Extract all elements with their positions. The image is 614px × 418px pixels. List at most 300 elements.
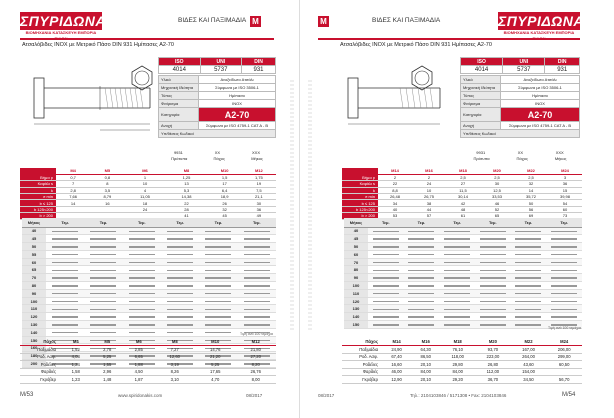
price-cell: 154,00 xyxy=(511,368,547,376)
qty-cell xyxy=(84,282,122,290)
qty-cell xyxy=(368,305,404,313)
price-cell: 112,00 xyxy=(475,368,511,376)
price-header-cell: M5 xyxy=(92,338,124,346)
dims-cell: 5,3 xyxy=(165,187,207,193)
dims-cell: 24 xyxy=(412,181,446,187)
qty-cell xyxy=(238,258,276,266)
dims-cell: 7,66 xyxy=(56,194,90,200)
dims-cell: 36 xyxy=(548,181,582,187)
dims-cell: 45 xyxy=(207,213,241,219)
dims-cell: 44 xyxy=(412,206,446,212)
length-cell: 90 xyxy=(22,289,46,297)
qty-header-cell: Τεμ. xyxy=(511,218,547,227)
qty-header-cell: Τεμ. xyxy=(546,218,582,227)
dims-cell: Βήμα p xyxy=(342,174,378,180)
side-strip xyxy=(308,80,312,330)
price-row xyxy=(342,376,582,384)
qty-cell xyxy=(84,250,122,258)
price-header-cell: M22 xyxy=(511,338,547,346)
spec-props: Υλικό Ανοξείδωτο Ατσάλι Μηχανική Ιδιότητα Σύμφωνα με ISO 3506-1 Τύπος Ημίπασο Φινίρισμα INOX Κατηγορία A2-70 Ανοχή Σύμφωνα με ISO 4759-1 CAT A - B Υπ/θέσεις Κωδικοί xyxy=(460,75,580,138)
qty-cell xyxy=(199,282,237,290)
divider xyxy=(20,38,274,40)
qty-cell xyxy=(404,227,440,235)
length-cell: 50 xyxy=(344,243,368,251)
qty-cell xyxy=(546,266,582,274)
length-cell: 110 xyxy=(344,289,368,297)
qty-cell xyxy=(199,250,237,258)
price-cell: 7,27 xyxy=(155,346,195,354)
qty-cell xyxy=(238,243,276,251)
qty-cell xyxy=(199,266,237,274)
dims-cell: 1,75 xyxy=(242,174,276,180)
qty-row xyxy=(344,258,582,266)
qty-row xyxy=(22,274,276,282)
qty-cell xyxy=(546,243,582,251)
price-cell: 26,80 xyxy=(475,361,511,369)
price-cell: 20,10 xyxy=(411,361,440,369)
price-cell: 1,24 xyxy=(60,361,92,369)
price-note: Τιμή ανά 100 τεμάχια xyxy=(548,326,581,330)
dims-cell: 15 xyxy=(548,187,582,193)
price-cell xyxy=(546,368,582,376)
dims-cell: e min xyxy=(20,194,56,200)
dims-cell: b > 200 xyxy=(20,213,56,219)
price-cell: 5,25 xyxy=(92,353,124,361)
price-cell: Παξιμάδια xyxy=(20,346,60,354)
page-right xyxy=(300,0,614,418)
price-cell: 2,85 xyxy=(123,346,155,354)
dims-cell: 26,48 xyxy=(378,194,412,200)
price-header-cell: M18 xyxy=(440,338,475,346)
price-cell: 223,00 xyxy=(475,353,511,361)
qty-cell xyxy=(368,227,404,235)
dims-cell: 2,5 xyxy=(480,174,514,180)
price-cell: 2,96 xyxy=(92,368,124,376)
qty-row xyxy=(22,313,276,321)
price-cell: Ροδ. Ασφ. xyxy=(342,353,382,361)
m-logo-icon: M xyxy=(318,16,329,27)
length-cell: 90 xyxy=(344,274,368,282)
qty-cell xyxy=(511,313,547,321)
qty-cell xyxy=(439,266,475,274)
length-cell: 40 xyxy=(344,227,368,235)
m-logo-icon: M xyxy=(250,16,261,27)
qty-cell xyxy=(546,227,582,235)
qty-header-cell: Τεμ. xyxy=(238,218,276,227)
qty-row xyxy=(344,297,582,305)
dims-cell: 65 xyxy=(480,213,514,219)
price-cell: 76,10 xyxy=(440,346,475,354)
qty-header xyxy=(22,218,276,227)
qty-cell xyxy=(123,235,161,243)
brand-name: ΣΠΥΡΙΔΩΝΑΚΗΣ xyxy=(498,13,614,29)
qty-row xyxy=(22,282,276,290)
qty-cell xyxy=(199,243,237,251)
qty-cell xyxy=(46,297,84,305)
price-cell: 1,87 xyxy=(123,376,155,384)
dims-cell: 42 xyxy=(446,200,480,206)
qty-cell xyxy=(238,305,276,313)
dims-cell: 73 xyxy=(548,213,582,219)
qty-cell xyxy=(161,235,199,243)
qty-cell xyxy=(511,258,547,266)
dims-cell: b 125<200 xyxy=(342,206,378,212)
length-cell: 160 xyxy=(22,344,46,352)
length-cell: 200 xyxy=(22,360,46,368)
qty-cell xyxy=(368,250,404,258)
qty-cell xyxy=(84,297,122,305)
length-cell: 60 xyxy=(22,258,46,266)
dims-cell: 30 xyxy=(242,200,276,206)
qty-row xyxy=(22,305,276,313)
dims-cell: 8 xyxy=(90,181,124,187)
dims-cell: 48 xyxy=(446,206,480,212)
subcodes: 9931 XX XXX xyxy=(173,150,261,155)
qty-cell xyxy=(46,243,84,251)
dims-cell: 24 xyxy=(125,206,166,212)
qty-cell xyxy=(439,313,475,321)
dims-cell: b > 200 xyxy=(342,213,378,219)
qty-row xyxy=(344,313,582,321)
qty-cell xyxy=(84,305,122,313)
length-cell: 180 xyxy=(22,352,46,360)
qty-cell xyxy=(46,328,84,336)
length-cell: 45 xyxy=(22,235,46,243)
din-head: DIN xyxy=(242,58,276,66)
qty-cell xyxy=(123,250,161,258)
dims-header-cell: M8 xyxy=(165,168,207,174)
qty-cell xyxy=(475,297,511,305)
dims-cell: 7,5 xyxy=(242,187,276,193)
qty-row xyxy=(344,243,582,251)
price-row xyxy=(20,353,276,361)
qty-cell xyxy=(475,258,511,266)
length-cell: 140 xyxy=(22,328,46,336)
price-header-cell: Πάχος xyxy=(342,338,382,346)
price-cell: 4,50 xyxy=(123,368,155,376)
dims-cell: Κεφάλι s xyxy=(20,181,56,187)
price-cell: 299,00 xyxy=(546,353,582,361)
qty-cell xyxy=(546,235,582,243)
qty-cell xyxy=(546,313,582,321)
price-row xyxy=(20,346,276,354)
price-header-cell: M12 xyxy=(235,338,276,346)
price-cell: 34,50 xyxy=(511,376,547,384)
price-header-cell: Πάχος xyxy=(20,338,60,346)
qty-cell xyxy=(238,297,276,305)
length-cell: 100 xyxy=(22,297,46,305)
qty-cell xyxy=(123,258,161,266)
price-cell: 26,76 xyxy=(235,368,276,376)
price-cell: 1,55 xyxy=(92,361,124,369)
qty-cell xyxy=(439,321,475,329)
dims-cell: 2 xyxy=(412,174,446,180)
dims-header-cell: Πάχος xyxy=(342,168,378,174)
qty-cell xyxy=(404,289,440,297)
qty-cell xyxy=(238,313,276,321)
subcodes-labels: Πρότυπα Πάχος Μήκος xyxy=(171,156,263,161)
price-cell: 118,00 xyxy=(440,353,475,361)
qty-cell xyxy=(84,235,122,243)
qty-cell xyxy=(368,289,404,297)
price-header xyxy=(20,338,276,346)
dims-cell: 3,5 xyxy=(90,187,124,193)
qty-cell xyxy=(439,289,475,297)
qty-row xyxy=(22,258,276,266)
qty-cell xyxy=(439,227,475,235)
qty-row xyxy=(22,321,276,329)
qty-cell xyxy=(161,282,199,290)
dims-cell: 10 xyxy=(412,187,446,193)
dims-cell: Βήμα p xyxy=(20,174,56,180)
qty-cell xyxy=(84,243,122,251)
qty-cell xyxy=(368,313,404,321)
dims-cell: 1,25 xyxy=(165,174,207,180)
brand-logo xyxy=(20,12,136,36)
qty-cell xyxy=(199,235,237,243)
qty-cell xyxy=(238,321,276,329)
qty-cell xyxy=(161,328,199,336)
qty-cell xyxy=(46,227,84,235)
iso-code: 4014 xyxy=(159,66,201,74)
qty-cell xyxy=(439,250,475,258)
price-cell: Φαρδιές xyxy=(342,368,382,376)
dims-cell: 1,5 xyxy=(207,174,241,180)
qty-row xyxy=(22,250,276,258)
dims-cell: 56 xyxy=(514,206,548,212)
qty-cell xyxy=(439,258,475,266)
price-cell: 8,00 xyxy=(235,376,276,384)
qty-cell xyxy=(439,297,475,305)
qty-cell xyxy=(546,297,582,305)
qty-header-cell: Τεμ. xyxy=(46,218,84,227)
qty-cell xyxy=(546,258,582,266)
qty-row xyxy=(22,297,276,305)
price-row xyxy=(20,368,276,376)
qty-header-cell: Τεμ. xyxy=(84,218,122,227)
dims-cell: 26,75 xyxy=(412,194,446,200)
qty-header-cell: Τεμ. xyxy=(161,218,199,227)
product-title: Ατσαλόβιδες INOX με Μετρικό Πάσο DIN 931 Ημίπασες A2-70 xyxy=(340,42,492,48)
qty-cell xyxy=(368,282,404,290)
length-cell: 140 xyxy=(344,313,368,321)
dims-header-cell: M5 xyxy=(90,168,124,174)
bolt-drawing xyxy=(20,58,160,138)
price-cell: 1,58 xyxy=(60,368,92,376)
dims-cell: 40 xyxy=(378,206,412,212)
dims-header-cell: M16 xyxy=(412,168,446,174)
qty-cell xyxy=(199,274,237,282)
price-cell: 4,08 xyxy=(60,353,92,361)
dims-cell: 2 xyxy=(378,174,412,180)
footer-date: 08/2017 xyxy=(246,393,263,398)
dims-cell: 14 xyxy=(56,200,90,206)
qty-cell xyxy=(475,250,511,258)
accessories-price-table xyxy=(20,338,276,384)
dims-cell: 2,5 xyxy=(514,174,548,180)
spec-props: Υλικό Ανοξείδωτο Ατσάλι Μηχανική Ιδιότητα Σύμφωνα με ISO 3506-1 Τύπος Ημίπασο Φινίρισμα INOX Κατηγορία A2-70 Ανοχή Σύμφωνα με ISO 4759-1 CAT A - B Υπ/θέσεις Κωδικοί xyxy=(158,75,276,138)
qty-row xyxy=(344,266,582,274)
subcodes-labels: Πρότυπα Πάχος Μήκος xyxy=(473,156,567,161)
qty-cell xyxy=(238,250,276,258)
qty-cell xyxy=(123,313,161,321)
qty-cell xyxy=(368,235,404,243)
dims-cell: k xyxy=(342,187,378,193)
subcodes: 9931 XX XXX xyxy=(476,150,564,155)
qty-cell xyxy=(123,243,161,251)
bolt-drawing xyxy=(340,58,460,138)
qty-cell xyxy=(511,282,547,290)
price-cell: 93,70 xyxy=(475,346,511,354)
length-cell: 120 xyxy=(344,297,368,305)
qty-cell xyxy=(199,227,237,235)
dims-cell: 41 xyxy=(165,213,207,219)
qty-cell xyxy=(123,274,161,282)
dims-cell: 11,05 xyxy=(125,194,166,200)
price-cell: 6,65 xyxy=(123,353,155,361)
qty-cell xyxy=(46,313,84,321)
category-value: A2-70 xyxy=(199,108,276,122)
price-row xyxy=(20,376,276,384)
qty-cell xyxy=(546,274,582,282)
qty-header-cell: Μήκος xyxy=(344,218,368,227)
qty-row xyxy=(344,274,582,282)
price-cell: Ροδ. Ασφ. xyxy=(20,353,60,361)
price-cell: 24,90 xyxy=(382,346,411,354)
dims-cell: 6,4 xyxy=(207,187,241,193)
length-cell: 65 xyxy=(22,266,46,274)
price-row xyxy=(20,361,276,369)
dims-cell: 3 xyxy=(548,174,582,180)
category-label: ΒΙΔΕΣ ΚΑΙ ΠΑΞΙΜΑΔΙΑ xyxy=(178,17,247,24)
qty-header xyxy=(344,218,582,227)
dims-cell: 30 xyxy=(480,181,514,187)
qty-cell xyxy=(475,235,511,243)
qty-cell xyxy=(123,266,161,274)
qty-cell xyxy=(84,266,122,274)
qty-cell xyxy=(475,274,511,282)
qty-row xyxy=(22,328,276,336)
dims-cell: 14,38 xyxy=(165,194,207,200)
qty-cell xyxy=(511,227,547,235)
qty-row xyxy=(344,250,582,258)
qty-cell xyxy=(439,243,475,251)
dims-cell: 50 xyxy=(514,200,548,206)
qty-cell xyxy=(161,227,199,235)
qty-cell xyxy=(238,282,276,290)
qty-cell xyxy=(511,266,547,274)
dims-cell: 52 xyxy=(480,206,514,212)
price-header-cell: M8 xyxy=(155,338,195,346)
qty-cell xyxy=(238,274,276,282)
price-cell: 46,00 xyxy=(382,368,411,376)
qty-cell xyxy=(404,250,440,258)
qty-cell xyxy=(439,235,475,243)
qty-cell xyxy=(404,297,440,305)
length-cell: 80 xyxy=(344,266,368,274)
qty-cell xyxy=(199,313,237,321)
qty-cell xyxy=(123,282,161,290)
length-cell: 100 xyxy=(344,282,368,290)
dims-header-cell: M18 xyxy=(446,168,480,174)
qty-cell xyxy=(84,289,122,297)
qty-cell xyxy=(475,243,511,251)
dims-cell: 49 xyxy=(242,213,276,219)
qty-cell xyxy=(123,305,161,313)
dims-cell: 0,7 xyxy=(56,174,90,180)
qty-cell xyxy=(161,313,199,321)
qty-cell xyxy=(475,282,511,290)
brand-logo xyxy=(498,12,614,36)
dims-cell: 60 xyxy=(548,206,582,212)
qty-cell xyxy=(238,266,276,274)
price-cell: 12,90 xyxy=(382,376,411,384)
dims-cell: 14 xyxy=(514,187,548,193)
price-cell: Ροδέλες xyxy=(20,361,60,369)
dims-cell: 7 xyxy=(56,181,90,187)
length-cell: 130 xyxy=(22,321,46,329)
iso-head: ISO xyxy=(159,58,201,66)
qty-cell xyxy=(46,321,84,329)
qty-header-cell: Τεμ. xyxy=(475,218,511,227)
dims-cell: 28 xyxy=(165,206,207,212)
qty-cell xyxy=(199,321,237,329)
dims-cell: 22 xyxy=(378,181,412,187)
qty-row xyxy=(344,305,582,313)
qty-row xyxy=(344,289,582,297)
price-cell: 60,50 xyxy=(546,361,582,369)
qty-cell xyxy=(199,328,237,336)
price-row xyxy=(342,361,582,369)
qty-cell xyxy=(511,289,547,297)
length-cell: 50 xyxy=(22,243,46,251)
qty-cell xyxy=(199,305,237,313)
qty-row xyxy=(22,243,276,251)
qty-cell xyxy=(84,274,122,282)
page-left xyxy=(0,0,300,418)
qty-cell xyxy=(199,297,237,305)
length-cell: 70 xyxy=(344,258,368,266)
price-header-cell: M6 xyxy=(123,338,155,346)
price-cell: 29,80 xyxy=(440,361,475,369)
dims-cell: 8,79 xyxy=(90,194,124,200)
qty-cell xyxy=(161,258,199,266)
qty-cell xyxy=(546,305,582,313)
dims-cell: 21,1 xyxy=(242,194,276,200)
qty-cell xyxy=(161,274,199,282)
price-cell: 1,48 xyxy=(92,376,124,384)
price-cell: 264,00 xyxy=(511,353,547,361)
price-cell: 86,50 xyxy=(411,353,440,361)
price-cell: Ροδέλες xyxy=(342,361,382,369)
qty-header-cell: Τεμ. xyxy=(368,218,404,227)
qty-row xyxy=(344,235,582,243)
qty-cell xyxy=(511,250,547,258)
dims-cell: 32 xyxy=(207,206,241,212)
qty-cell xyxy=(404,313,440,321)
price-cell: 8,20 xyxy=(235,361,276,369)
qty-cell xyxy=(46,282,84,290)
qty-cell xyxy=(511,321,547,329)
qty-cell xyxy=(368,243,404,251)
price-cell: Γκρόβερ xyxy=(342,376,382,384)
qty-cell xyxy=(404,266,440,274)
dims-cell: b 125<200 xyxy=(20,206,56,212)
dimensions-table xyxy=(342,168,582,220)
qty-cell xyxy=(368,297,404,305)
length-cell: 150 xyxy=(22,336,46,344)
category-value: A2-70 xyxy=(501,108,580,122)
